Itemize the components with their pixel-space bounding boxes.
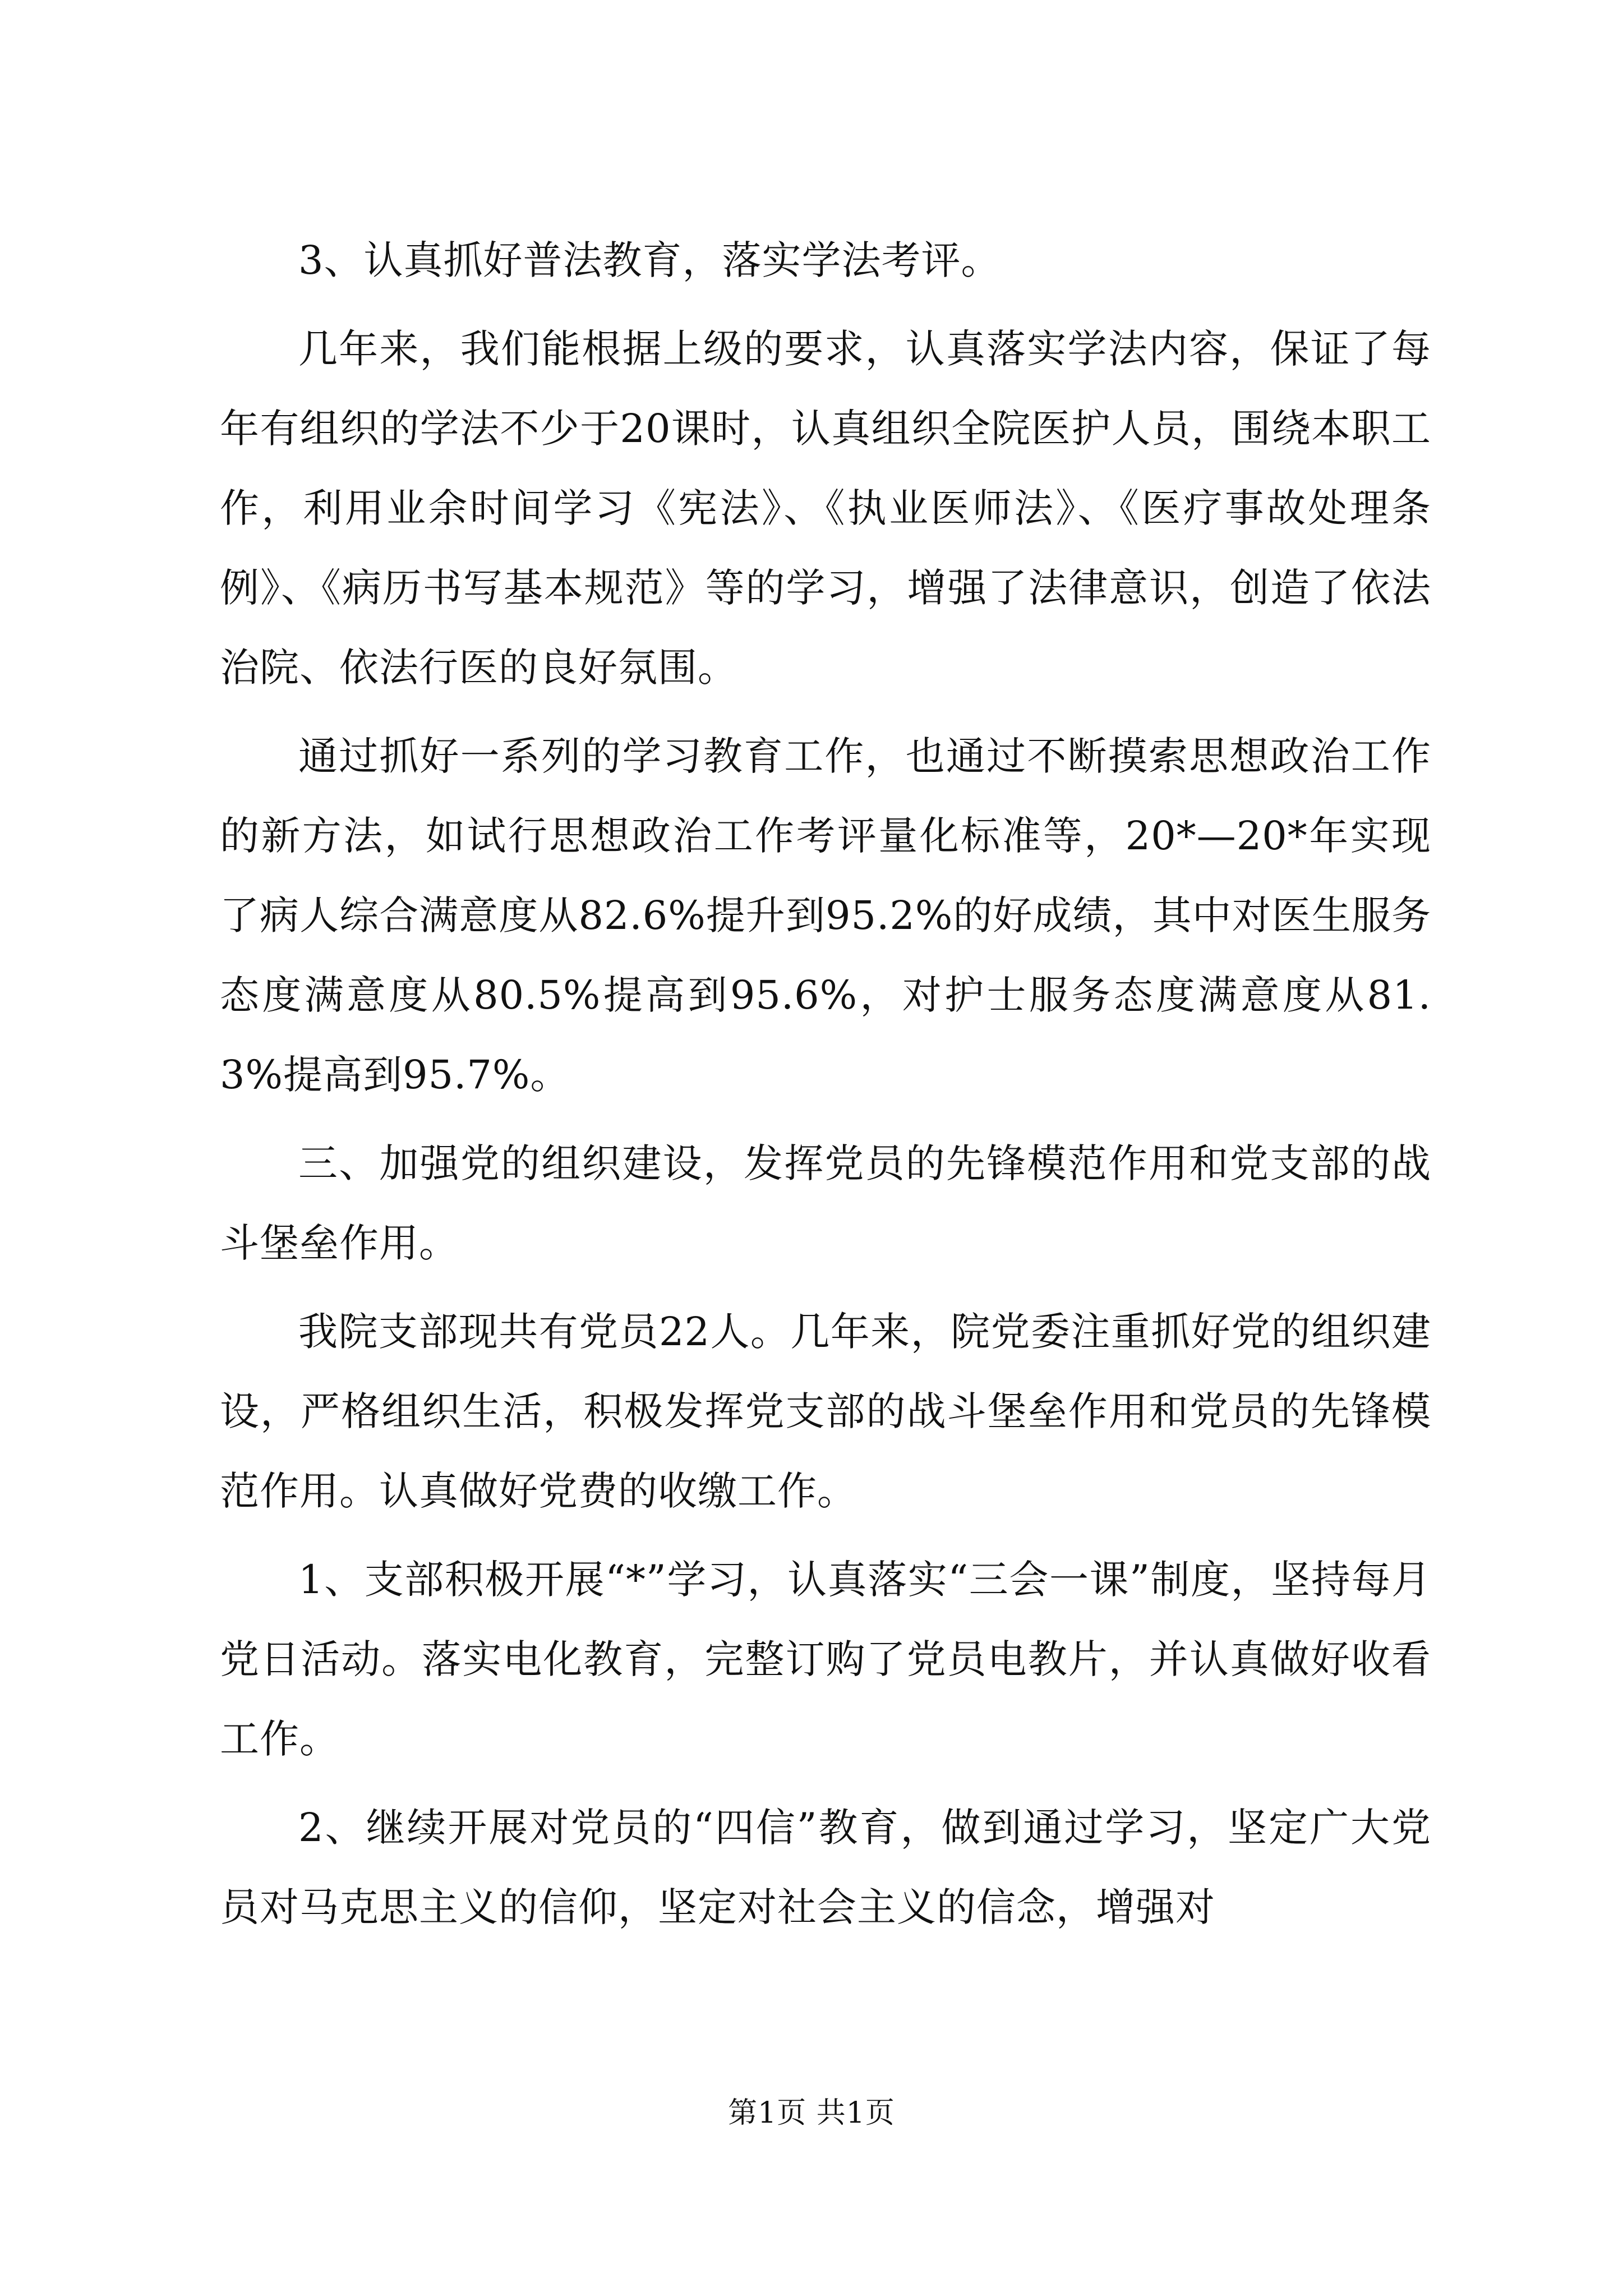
paragraph-4-section-heading: 三、加强党的组织建设，发挥党员的先锋模范作用和党支部的战斗堡垒作用。 xyxy=(220,1140,1431,1266)
paragraph-3: 通过抓好一系列的学习教育工作，也通过不断摸索思想政治工作的新方法，如试行思想政治工作考评量化标准等，20*—20*年实现了病人综合满意度从82.6%提升到95.2%的好成绩，其中对医生服务态度满意度从80.5%提高到95.6%，对护士服务态度满意度从81.3%提高到95.7%。 xyxy=(220,733,1431,1098)
page-footer xyxy=(0,2093,1623,2133)
paragraph-1: 3、认真抓好普法教育，落实学法考评。 xyxy=(298,237,1001,283)
paragraph-6: 1、支部积极开展“*”学习，认真落实“三会一课”制度，坚持每月党日活动。落实电化教育，完整订购了党员电教片，并认真做好收看工作。 xyxy=(220,1557,1431,1762)
document-body xyxy=(220,220,1431,1956)
page-number-label: 第1页 共1页 xyxy=(728,2096,895,2130)
paragraph-5: 我院支部现共有党员22人。几年来，院党委注重抓好党的组织建设，严格组织生活，积极发挥党支部的战斗堡垒作用和党员的先锋模范作用。认真做好党费的收缴工作。 xyxy=(220,1309,1431,1514)
paragraph-7: 2、继续开展对党员的“四信”教育，做到通过学习，坚定广大党员对马克思主义的信仰，坚定对社会主义的信念，增强对 xyxy=(220,1805,1431,1930)
paragraph-2: 几年来，我们能根据上级的要求，认真落实学法内容，保证了每年有组织的学法不少于20课时，认真组织全院医护人员，围绕本职工作，利用业余时间学习《宪法》、《执业医师法》、《医疗事故处理条例》、《病历书写基本规范》等的学习，增强了法律意识，创造了依法治院、依法行医的良好氛围。 xyxy=(220,326,1431,691)
